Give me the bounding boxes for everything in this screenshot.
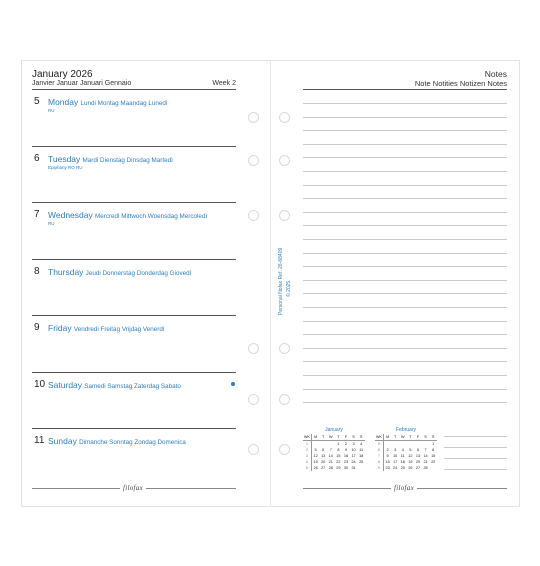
note-line xyxy=(303,212,507,213)
mini-calendar-cell: 7 xyxy=(329,448,332,452)
day-name-translations: Mercredi Mittwoch Woensdag Mercoledì xyxy=(94,213,208,220)
day-name xyxy=(48,97,168,107)
mini-calendar-cell: 20 xyxy=(321,460,326,464)
calendar-note-line xyxy=(444,458,507,459)
binder-hole xyxy=(279,112,290,123)
note-line xyxy=(303,334,507,335)
mini-calendar-cell: 15 xyxy=(336,454,341,458)
mini-calendar-cell: 18 xyxy=(359,454,364,458)
mini-calendar-cell: 11 xyxy=(400,454,405,458)
day-divider xyxy=(32,372,236,373)
mini-calendar-cell: 8 xyxy=(337,448,340,452)
mini-calendar-grid xyxy=(303,434,365,471)
note-line xyxy=(303,130,507,131)
calendar-note-line xyxy=(444,447,507,448)
mini-calendar-cell: 1 xyxy=(337,442,340,446)
calendar-note-line xyxy=(444,469,507,470)
brand-logo: filofax xyxy=(120,484,146,492)
day-number: 9 xyxy=(34,322,40,333)
day-name-en: Saturday xyxy=(48,380,83,390)
binder-hole xyxy=(279,444,290,455)
reference-text xyxy=(275,235,315,315)
mini-calendar-cell: 7 xyxy=(375,453,383,459)
mini-calendar-cell: 4 xyxy=(360,442,363,446)
mini-calendar-cell: 23 xyxy=(343,460,349,464)
day-name-translations: Lundi Montag Maandag Lunedì xyxy=(80,100,168,107)
month-translations: Janvier Januar Januari Gennaio xyxy=(32,80,132,87)
mini-calendar-cell xyxy=(357,465,365,471)
mini-calendar-cell: 14 xyxy=(423,454,428,458)
mini-calendar-cell: 3 xyxy=(303,453,311,459)
day-name-en: Monday xyxy=(48,97,79,107)
note-line xyxy=(303,185,507,186)
note-line xyxy=(303,348,507,349)
left-page xyxy=(32,60,236,507)
mini-calendar-cell: 22 xyxy=(431,460,436,464)
mini-calendar-weekday: S xyxy=(357,434,365,441)
mini-calendar-cell: 4 xyxy=(303,459,311,465)
day-name xyxy=(48,380,181,390)
mini-calendar-cell: 17 xyxy=(393,460,398,464)
mini-calendar-cell: 14 xyxy=(328,454,333,458)
day-number: 5 xyxy=(34,96,40,107)
mini-calendar-weekday: M xyxy=(311,434,319,441)
day-block[interactable] xyxy=(32,321,236,378)
mini-calendar-cell: 5 xyxy=(314,448,317,452)
mini-calendar-cell: 2 xyxy=(303,447,311,453)
binder-hole xyxy=(279,155,290,166)
mini-calendar-cell: 27 xyxy=(415,466,421,470)
mini-calendar-month: February xyxy=(395,427,416,433)
day-name-translations: Vendredi Freitag Vrijdag Venerdì xyxy=(73,326,165,333)
day-note: RU xyxy=(48,221,55,226)
mini-calendar-cell: 9 xyxy=(375,465,383,471)
mini-calendar-weekday: F xyxy=(414,434,422,441)
mini-calendar-cell: 9 xyxy=(386,454,389,458)
copyright-line: © 2025 xyxy=(286,280,292,297)
mini-calendar-cell: 5 xyxy=(409,448,412,452)
mini-calendar-cell: 3 xyxy=(394,448,397,452)
mini-calendar-cell: 9 xyxy=(344,448,348,452)
mini-calendar-cell: 19 xyxy=(313,460,318,464)
notes-subtitle: Note Notities Notizen Notes xyxy=(414,79,507,88)
mini-calendar-cell: 20 xyxy=(415,460,421,464)
mini-calendar-weekday: WK xyxy=(375,435,382,439)
note-line xyxy=(303,239,507,240)
day-name-translations: Jeudi Donnerstag Donderdag Giovedì xyxy=(85,270,192,277)
mini-calendar-weekday: M xyxy=(383,434,391,441)
binder-hole xyxy=(248,112,259,123)
mini-calendar-cell: 22 xyxy=(336,460,341,464)
month-title: January 2026 xyxy=(32,69,93,80)
mini-calendar-weekday: S xyxy=(429,434,437,441)
mini-calendar-cell: 7 xyxy=(424,448,427,452)
note-line xyxy=(303,293,507,294)
notes-header-rule xyxy=(303,89,507,90)
day-name xyxy=(48,267,191,277)
note-line xyxy=(303,402,507,403)
mini-calendar-cell: 10 xyxy=(393,454,398,458)
day-name xyxy=(48,154,173,164)
note-line xyxy=(303,157,507,158)
day-number: 8 xyxy=(34,266,40,277)
binder-hole xyxy=(248,444,259,455)
binder-hole xyxy=(279,210,290,221)
mini-calendar-cell: 15 xyxy=(431,454,436,458)
day-name-translations: Dimanche Sonntag Zondag Domenica xyxy=(79,439,186,446)
note-line xyxy=(303,389,507,390)
day-divider xyxy=(32,202,236,203)
mini-calendar-weekday: WK xyxy=(303,435,310,439)
mini-calendar-weekday: T xyxy=(391,434,399,441)
mini-calendar-cell: 1 xyxy=(432,442,435,446)
note-line xyxy=(303,103,507,104)
day-number: 10 xyxy=(34,379,46,390)
mini-calendar-cell: 5 xyxy=(375,441,383,448)
day-block[interactable] xyxy=(32,378,236,435)
note-line xyxy=(303,361,507,362)
week-label: Week 2 xyxy=(212,80,236,87)
note-line xyxy=(303,171,507,172)
note-line xyxy=(303,253,507,254)
mini-calendar-cell: 23 xyxy=(385,466,390,470)
mini-calendar-cell: 26 xyxy=(313,466,318,470)
note-line xyxy=(303,307,507,308)
binder-hole xyxy=(248,394,259,405)
binder-hole xyxy=(248,155,259,166)
mini-calendar-cell: 19 xyxy=(408,460,413,464)
mini-calendar-cell: 3 xyxy=(352,442,355,446)
mini-calendar-cell xyxy=(429,465,437,471)
day-name xyxy=(48,323,165,333)
mini-calendar-cell: 11 xyxy=(359,448,364,452)
mini-calendar-cell: 21 xyxy=(423,460,428,464)
day-name-en: Tuesday xyxy=(48,154,81,164)
day-number: 11 xyxy=(34,435,45,446)
mini-calendar-cell: 28 xyxy=(328,466,333,470)
mini-calendar-cell: 24 xyxy=(393,466,398,470)
mini-calendar-cell: 31 xyxy=(351,466,356,470)
mini-calendar-cell: 1 xyxy=(303,441,311,448)
mini-calendar-cell: 12 xyxy=(313,454,318,458)
mini-calendar-cell: 25 xyxy=(400,466,405,470)
day-block[interactable] xyxy=(32,208,236,265)
day-block[interactable] xyxy=(32,265,236,322)
brand-logo-right: filofax xyxy=(391,484,417,492)
binder-hole xyxy=(248,343,259,354)
mini-calendar-cell: 28 xyxy=(423,466,428,470)
mini-calendar-cell: 8 xyxy=(375,459,383,465)
note-line xyxy=(303,225,507,226)
day-number: 6 xyxy=(34,153,40,164)
binder-hole xyxy=(248,210,259,221)
calendar-note-line xyxy=(444,436,507,437)
note-line xyxy=(303,280,507,281)
mini-calendar-cell: 6 xyxy=(375,447,383,453)
note-line xyxy=(303,117,507,118)
mini-calendar-cell: 12 xyxy=(408,454,413,458)
moon-phase-icon xyxy=(231,382,235,386)
day-number: 7 xyxy=(34,209,40,220)
mini-calendar-cell: 10 xyxy=(351,448,356,452)
mini-calendar-cell: 26 xyxy=(408,466,413,470)
day-block[interactable] xyxy=(32,152,236,209)
mini-calendar-cell: 2 xyxy=(344,442,348,446)
binder-hole xyxy=(279,343,290,354)
mini-calendar xyxy=(375,427,437,471)
day-name-translations: Samedi Samstag Zaterdag Sabato xyxy=(84,383,181,390)
mini-calendar-cell: 13 xyxy=(415,454,421,458)
mini-calendar xyxy=(303,427,365,471)
mini-calendar-weekday: S xyxy=(422,434,430,441)
note-line xyxy=(303,144,507,145)
mini-calendar-cell: 24 xyxy=(351,460,356,464)
note-line xyxy=(303,266,507,267)
mini-calendar-cell: 29 xyxy=(336,466,341,470)
mini-calendar-weekday: W xyxy=(400,435,405,439)
mini-calendar-weekday: S xyxy=(350,434,358,441)
mini-calendar-cell: 21 xyxy=(328,460,333,464)
binder-hole xyxy=(279,394,290,405)
day-divider xyxy=(32,315,236,316)
mini-calendar-cell: 16 xyxy=(343,454,349,458)
notes-title: Notes xyxy=(484,69,507,79)
mini-calendar-cell: 8 xyxy=(432,448,435,452)
mini-calendar-cell: 27 xyxy=(321,466,326,470)
day-name-en: Sunday xyxy=(48,436,77,446)
page-fold xyxy=(270,60,271,507)
day-name xyxy=(48,436,186,446)
day-name xyxy=(48,210,207,220)
day-block[interactable] xyxy=(32,95,236,152)
mini-calendar-cell: 2 xyxy=(386,448,389,452)
header-rule xyxy=(32,89,236,90)
mini-calendar-cell: 6 xyxy=(322,448,325,452)
day-block[interactable] xyxy=(32,434,236,491)
mini-calendar-cell: 30 xyxy=(343,466,349,470)
day-name-en: Thursday xyxy=(48,267,84,277)
day-name-translations: Mardi Dienstag Dinsdag Martedì xyxy=(82,157,173,164)
note-line xyxy=(303,198,507,199)
reference-line: Personal filofax Ref. 26-68409 xyxy=(278,247,284,315)
mini-calendar-grid xyxy=(375,434,437,471)
mini-calendar-weekday: T xyxy=(407,434,415,441)
day-note: RU xyxy=(48,108,55,113)
mini-calendar-cell: 16 xyxy=(385,460,390,464)
note-line xyxy=(303,375,507,376)
mini-calendar-weekday: F xyxy=(342,434,350,441)
day-divider xyxy=(32,146,236,147)
mini-calendar-cell: 5 xyxy=(303,465,311,471)
note-line xyxy=(303,321,507,322)
day-divider xyxy=(32,259,236,260)
mini-calendar-cell: 13 xyxy=(321,454,326,458)
mini-calendar-month: January xyxy=(325,427,343,433)
mini-calendar-cell: 17 xyxy=(351,454,356,458)
mini-calendar-weekday: T xyxy=(319,434,327,441)
mini-calendar-cell: 25 xyxy=(359,460,364,464)
mini-calendar-weekday: T xyxy=(335,434,343,441)
day-name-en: Wednesday xyxy=(48,210,93,220)
day-divider xyxy=(32,428,236,429)
mini-calendar-cell: 6 xyxy=(416,448,420,452)
mini-calendar-weekday: W xyxy=(328,435,333,439)
mini-calendar-cell: 18 xyxy=(400,460,405,464)
mini-calendar-cell: 4 xyxy=(401,448,404,452)
day-note: Epiphany RO RU xyxy=(48,165,83,170)
day-name-en: Friday xyxy=(48,323,72,333)
